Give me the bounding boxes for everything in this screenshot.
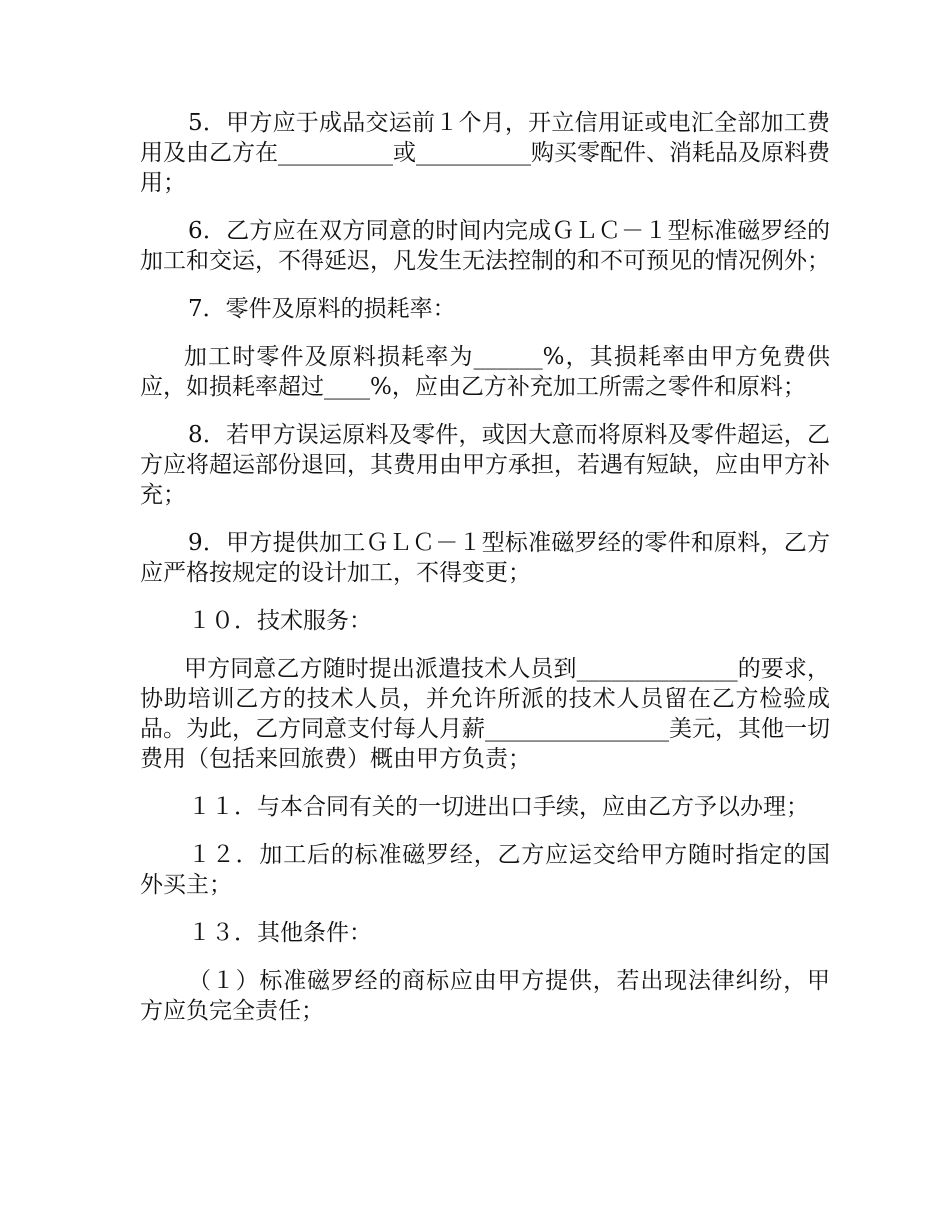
clause-7-detail: 加工时零件及原料损耗率为______%，其损耗率由甲方免费供应，如损耗率超过____%，应由乙方补充加工所需之零件和原料； xyxy=(140,344,830,400)
clause-9: 9．甲方提供加工ＧＬＣ－１型标准磁罗经的零件和原料，乙方应严格按规定的设计加工，不得变更； xyxy=(140,530,830,586)
clause-13: １３．其他条件： xyxy=(188,920,372,946)
clause-11: １１．与本合同有关的一切进出口手续，应由乙方予以办理； xyxy=(188,794,809,820)
clause-10: １０．技术服务： xyxy=(188,608,372,634)
document-page xyxy=(140,108,830,1044)
clause-6: 6．乙方应在双方同意的时间内完成ＧＬＣ－１型标准磁罗经的加工和交运，不得延迟，凡发生无法控制的和不可预见的情况例外； xyxy=(140,218,830,274)
clause-5: 5．甲方应于成品交运前１个月，开立信用证或电汇全部加工费用及由乙方在__________或__________购买零配件、消耗品及原料费用； xyxy=(140,110,830,196)
clause-12: １２．加工后的标准磁罗经，乙方应运交给甲方随时指定的国外买主； xyxy=(140,842,830,898)
clause-10-detail: 甲方同意乙方随时提出派遣技术人员到______________的要求，协助培训乙方的技术人员，并允许所派的技术人员留在乙方检验成品。为此，乙方同意支付每人月薪________________美元，其他一切费用（包括来回旅费）概由甲方负责； xyxy=(140,656,830,772)
clause-13-item-1: （１）标准磁罗经的商标应由甲方提供，若出现法律纠纷，甲方应负完全责任； xyxy=(140,968,830,1024)
clause-8: 8．若甲方误运原料及零件，或因大意而将原料及零件超运，乙方应将超运部份退回，其费用由甲方承担，若遇有短缺，应由甲方补充； xyxy=(140,422,830,508)
clause-7: 7．零件及原料的损耗率： xyxy=(188,296,456,322)
